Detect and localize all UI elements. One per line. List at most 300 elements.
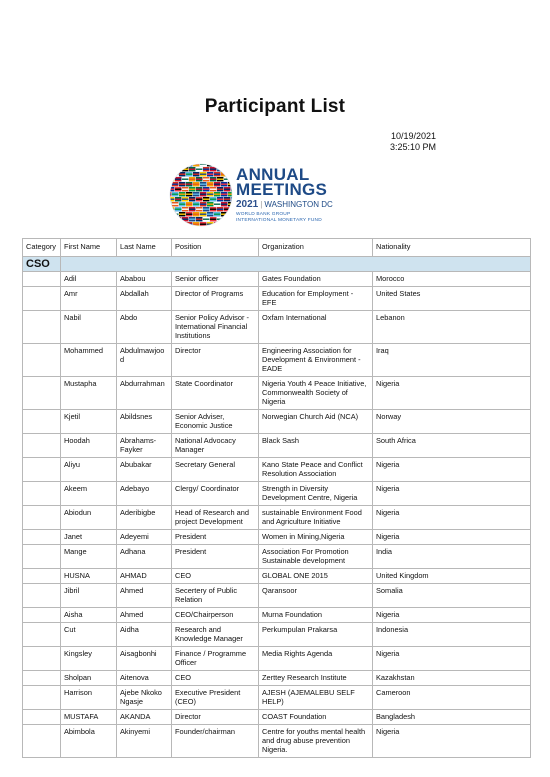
flag-stripe	[210, 189, 216, 190]
flag-stripe	[179, 194, 185, 195]
table-row	[23, 671, 531, 686]
flag-stripe	[189, 179, 195, 180]
flag-stripe	[175, 179, 181, 180]
flag-stripe	[224, 199, 230, 200]
last-name-cell: AKANDA	[117, 710, 172, 725]
nationality-cell: Iraq	[373, 344, 531, 377]
flag-stripe	[228, 194, 234, 195]
flag-stripe	[210, 209, 216, 210]
flag-tile	[228, 222, 234, 226]
flag-stripe	[214, 194, 220, 195]
nationality-cell: Nigeria	[373, 647, 531, 671]
flag-globe-icon	[168, 162, 234, 228]
table-row	[23, 506, 531, 530]
nationality-cell: Indonesia	[373, 623, 531, 647]
position-cell: Executive President (CEO)	[172, 686, 259, 710]
organization-cell: Engineering Association for Development & Environment - EADE	[259, 344, 373, 377]
flag-stripe	[210, 199, 216, 200]
last-name-cell: Abildsnes	[117, 410, 172, 434]
organization-cell: Oxfam International	[259, 311, 373, 344]
category-cell	[23, 311, 61, 344]
first-name-cell: Mohammed	[61, 344, 117, 377]
flag-stripe	[221, 164, 227, 165]
flag-stripe	[200, 184, 206, 185]
flag-stripe	[210, 179, 216, 180]
organization-cell: Norwegian Church Aid (NCA)	[259, 410, 373, 434]
category-cell	[23, 569, 61, 584]
flag-stripe	[214, 164, 220, 165]
flag-stripe	[172, 224, 178, 225]
flag-stripe	[210, 219, 216, 220]
flag-stripe	[207, 184, 213, 185]
flag-stripe	[168, 214, 171, 215]
last-name-cell: Akinyemi	[117, 725, 172, 758]
flag-tile	[221, 222, 227, 226]
flag-stripe	[168, 204, 171, 205]
organization-cell: Kano State Peace and Conflict Resolution Association	[259, 458, 373, 482]
table-row	[23, 584, 531, 608]
category-cell	[23, 344, 61, 377]
flag-stripe	[193, 174, 199, 175]
logo-location: WASHINGTON DC	[264, 200, 333, 209]
flag-tile	[231, 217, 234, 221]
organization-cell: Media Rights Agenda	[259, 647, 373, 671]
position-cell: CEO	[172, 569, 259, 584]
flag-tile	[228, 162, 234, 166]
table-row	[23, 710, 531, 725]
first-name-cell: Abiodun	[61, 506, 117, 530]
flag-stripe	[182, 189, 188, 190]
flag-tile	[231, 227, 234, 228]
flag-stripe	[186, 184, 192, 185]
header-organization: Organization	[259, 239, 373, 257]
flag-stripe	[221, 224, 227, 225]
nationality-cell: United States	[373, 287, 531, 311]
category-cell	[23, 710, 61, 725]
flag-stripe	[179, 164, 185, 165]
category-cell	[23, 410, 61, 434]
flag-stripe	[196, 219, 202, 220]
flag-stripe	[182, 179, 188, 180]
flag-tile	[168, 212, 171, 216]
position-cell: Senior Adviser, Economic Justice	[172, 410, 259, 434]
flag-stripe	[207, 194, 213, 195]
flag-stripe	[175, 189, 181, 190]
group-row	[23, 257, 531, 272]
flag-stripe	[186, 194, 192, 195]
last-name-cell: AHMAD	[117, 569, 172, 584]
flag-tile	[214, 162, 220, 166]
flag-tile	[224, 217, 230, 221]
first-name-cell: Adil	[61, 272, 117, 287]
last-name-cell: Abdurrahman	[117, 377, 172, 410]
flag-stripe	[175, 169, 181, 170]
position-cell: President	[172, 530, 259, 545]
last-name-cell: Aitenova	[117, 671, 172, 686]
first-name-cell: Mange	[61, 545, 117, 569]
flag-stripe	[186, 174, 192, 175]
flag-stripe	[228, 164, 234, 165]
flag-stripe	[221, 184, 227, 185]
first-name-cell: MUSTAFA	[61, 710, 117, 725]
flag-tile	[196, 227, 202, 228]
last-name-cell: Adeyemi	[117, 530, 172, 545]
flag-stripe	[179, 184, 185, 185]
first-name-cell: Jibril	[61, 584, 117, 608]
logo-year: 2021	[236, 199, 259, 210]
first-name-cell: Akeem	[61, 482, 117, 506]
flag-stripe	[168, 219, 174, 220]
flag-tile	[168, 167, 174, 171]
logo-line-meetings: MEETINGS	[236, 180, 328, 199]
header-category: Category	[23, 239, 61, 257]
first-name-cell: HUSNA	[61, 569, 117, 584]
flag-stripe	[224, 189, 230, 190]
flag-tile	[231, 177, 234, 181]
flag-tile	[217, 227, 223, 228]
flag-stripe	[182, 219, 188, 220]
flag-stripe	[189, 169, 195, 170]
organization-cell: AJESH (AJEMALEBU SELF HELP)	[259, 686, 373, 710]
flag-stripe	[193, 194, 199, 195]
category-cell	[23, 545, 61, 569]
first-name-cell: Aliyu	[61, 458, 117, 482]
position-cell: Director of Programs	[172, 287, 259, 311]
table-row	[23, 545, 531, 569]
flag-stripe	[224, 219, 230, 220]
category-cell	[23, 623, 61, 647]
table-row	[23, 377, 531, 410]
first-name-cell: Janet	[61, 530, 117, 545]
flag-stripe	[168, 174, 171, 175]
category-cell	[23, 434, 61, 458]
flag-stripe	[193, 224, 199, 225]
flag-stripe	[221, 194, 227, 195]
flag-stripe	[231, 179, 234, 180]
nationality-cell: Nigeria	[373, 608, 531, 623]
participant-table	[22, 238, 531, 758]
flag-stripe	[228, 174, 234, 175]
flag-stripe	[172, 204, 178, 205]
logo-line-annual: ANNUAL	[236, 165, 310, 184]
last-name-cell: Abdo	[117, 311, 172, 344]
category-cell	[23, 272, 61, 287]
position-cell: State Coordinator	[172, 377, 259, 410]
nationality-cell: United Kingdom	[373, 569, 531, 584]
flag-tile	[175, 217, 181, 221]
flag-tile	[221, 162, 227, 166]
organization-cell: Perkumpulan Prakarsa	[259, 623, 373, 647]
table-row	[23, 686, 531, 710]
header-first-name: First Name	[61, 239, 117, 257]
flag-stripe	[189, 189, 195, 190]
category-cell	[23, 530, 61, 545]
category-cell	[23, 686, 61, 710]
table-row	[23, 608, 531, 623]
logo-org-world-bank: WORLD BANK GROUP	[236, 212, 291, 217]
category-cell	[23, 482, 61, 506]
flag-stripe	[214, 184, 220, 185]
last-name-cell: Aisagbonhi	[117, 647, 172, 671]
category-cell	[23, 671, 61, 686]
first-name-cell: Hoodah	[61, 434, 117, 458]
flag-stripe	[193, 184, 199, 185]
last-name-cell: Ahmed	[117, 584, 172, 608]
table-row	[23, 272, 531, 287]
flag-stripe	[179, 204, 185, 205]
header-position: Position	[172, 239, 259, 257]
table-row	[23, 482, 531, 506]
flag-stripe	[189, 219, 195, 220]
flag-stripe	[217, 209, 223, 210]
organization-cell: Black Sash	[259, 434, 373, 458]
flag-stripe	[224, 209, 230, 210]
timestamp	[390, 131, 436, 153]
flag-tile	[210, 227, 216, 228]
table-row	[23, 530, 531, 545]
position-cell: Founder/chairman	[172, 725, 259, 758]
flag-tile	[168, 217, 174, 221]
last-name-cell: Abrahams-Fayker	[117, 434, 172, 458]
flag-stripe	[200, 204, 206, 205]
position-cell: National Advocacy Manager	[172, 434, 259, 458]
flag-tile	[168, 222, 171, 226]
flag-stripe	[196, 199, 202, 200]
position-cell: Senior officer	[172, 272, 259, 287]
flag-stripe	[221, 204, 227, 205]
flag-tile	[224, 167, 230, 171]
last-name-cell: Ababou	[117, 272, 172, 287]
flag-stripe	[168, 179, 174, 180]
logo-org-imf: INTERNATIONAL MONETARY FUND	[236, 218, 322, 223]
nationality-cell: Somalia	[373, 584, 531, 608]
nationality-cell: South Africa	[373, 434, 531, 458]
flag-stripe	[203, 219, 209, 220]
flag-stripe	[231, 169, 234, 170]
flag-stripe	[207, 174, 213, 175]
category-cell	[23, 725, 61, 758]
flag-stripe	[228, 214, 234, 215]
flag-stripe	[228, 224, 234, 225]
table-row	[23, 311, 531, 344]
flag-stripe	[189, 199, 195, 200]
flag-stripe	[200, 174, 206, 175]
organization-cell: Strength in Diversity Development Centre, Nigeria	[259, 482, 373, 506]
header-last-name: Last Name	[117, 239, 172, 257]
flag-stripe	[179, 174, 185, 175]
flag-stripe	[168, 194, 171, 195]
last-name-cell: Abubakar	[117, 458, 172, 482]
flag-stripe	[217, 199, 223, 200]
flag-stripe	[168, 224, 171, 225]
flag-stripe	[182, 209, 188, 210]
position-cell: CEO	[172, 671, 259, 686]
first-name-cell: Mustapha	[61, 377, 117, 410]
nationality-cell: Nigeria	[373, 725, 531, 758]
organization-cell: Association For Promotion Sustainable development	[259, 545, 373, 569]
flag-stripe	[168, 189, 174, 190]
flag-tile	[172, 172, 178, 176]
flag-stripe	[217, 179, 223, 180]
first-name-cell: Nabil	[61, 311, 117, 344]
flag-stripe	[186, 204, 192, 205]
document-title: Participant List	[204, 96, 346, 117]
position-cell: Secertery of Public Relation	[172, 584, 259, 608]
logo-separator: |	[260, 200, 263, 209]
organization-cell: GLOBAL ONE 2015	[259, 569, 373, 584]
organization-cell: Zerttey Research Institute	[259, 671, 373, 686]
first-name-cell: Aisha	[61, 608, 117, 623]
flag-stripe	[193, 204, 199, 205]
organization-cell: Murna Foundation	[259, 608, 373, 623]
table-row	[23, 458, 531, 482]
flag-stripe	[217, 189, 223, 190]
flag-stripe	[175, 209, 181, 210]
nationality-cell: Norway	[373, 410, 531, 434]
nationality-cell: Nigeria	[373, 482, 531, 506]
organization-cell: Centre for youths mental health and drug abuse prevention Nigeria.	[259, 725, 373, 758]
flag-stripe	[168, 169, 174, 170]
first-name-cell: Harrison	[61, 686, 117, 710]
flag-tile	[182, 227, 188, 228]
nationality-cell: Nigeria	[373, 377, 531, 410]
organization-cell: Nigeria Youth 4 Peace Initiative, Commonwealth Society of Nigeria	[259, 377, 373, 410]
flag-stripe	[200, 214, 206, 215]
flag-tile	[168, 182, 171, 186]
flag-tile	[231, 207, 234, 211]
flag-stripe	[196, 189, 202, 190]
flag-stripe	[186, 164, 192, 165]
organization-cell: Qaransoor	[259, 584, 373, 608]
flag-tile	[228, 212, 234, 216]
flag-stripe	[203, 209, 209, 210]
time-text: 3:25:10 PM	[389, 142, 436, 152]
first-name-cell: Amr	[61, 287, 117, 311]
position-cell: Head of Research and project Development	[172, 506, 259, 530]
nationality-cell: Morocco	[373, 272, 531, 287]
flag-stripe	[200, 224, 206, 225]
flag-stripe	[172, 194, 178, 195]
flag-stripe	[196, 169, 202, 170]
nationality-cell: Nigeria	[373, 458, 531, 482]
flag-stripe	[207, 204, 213, 205]
position-cell: Director	[172, 344, 259, 377]
flag-tile	[179, 222, 185, 226]
flag-tile	[168, 227, 174, 228]
flag-stripe	[207, 214, 213, 215]
first-name-cell: Kjetil	[61, 410, 117, 434]
category-cell	[23, 458, 61, 482]
flag-stripe	[196, 179, 202, 180]
table-row	[23, 434, 531, 458]
flag-stripe	[210, 169, 216, 170]
table-row	[23, 569, 531, 584]
nationality-cell: India	[373, 545, 531, 569]
position-cell: President	[172, 545, 259, 569]
flag-tile	[175, 227, 181, 228]
nationality-cell: Lebanon	[373, 311, 531, 344]
flag-stripe	[203, 189, 209, 190]
flag-tile	[175, 167, 181, 171]
last-name-cell: Aderibigbe	[117, 506, 172, 530]
flag-tile	[231, 167, 234, 171]
flag-stripe	[200, 194, 206, 195]
flag-stripe	[189, 209, 195, 210]
flag-tile	[168, 172, 171, 176]
table-row	[23, 287, 531, 311]
organization-cell: Education for Employment - EFE	[259, 287, 373, 311]
position-cell: Director	[172, 710, 259, 725]
flag-stripe	[214, 204, 220, 205]
flag-stripe	[179, 224, 185, 225]
flag-tile	[207, 162, 213, 166]
position-cell: Clergy/ Coordinator	[172, 482, 259, 506]
nationality-cell: Cameroon	[373, 686, 531, 710]
group-band	[61, 257, 531, 272]
flag-stripe	[203, 179, 209, 180]
flag-stripe	[168, 164, 171, 165]
table-row	[23, 647, 531, 671]
position-cell: CEO/Chairperson	[172, 608, 259, 623]
last-name-cell: Adhana	[117, 545, 172, 569]
flag-stripe	[221, 214, 227, 215]
flag-stripe	[224, 169, 230, 170]
table-header-row	[23, 239, 531, 257]
group-label: CSO	[23, 257, 61, 272]
flag-tile	[203, 227, 209, 228]
flag-stripe	[168, 199, 174, 200]
table-row	[23, 623, 531, 647]
nationality-cell: Nigeria	[373, 530, 531, 545]
organization-cell: COAST Foundation	[259, 710, 373, 725]
flag-stripe	[172, 164, 178, 165]
annual-meetings-logo	[168, 162, 388, 232]
category-cell	[23, 506, 61, 530]
category-cell	[23, 287, 61, 311]
flag-stripe	[214, 224, 220, 225]
position-cell: Finance / Programme Officer	[172, 647, 259, 671]
flag-stripe	[175, 199, 181, 200]
flag-tile	[168, 162, 171, 166]
flag-stripe	[168, 184, 171, 185]
last-name-cell: Ahmed	[117, 608, 172, 623]
organization-cell: sustainable Environment Food and Agriculture Initiative	[259, 506, 373, 530]
nationality-cell: Kazakhstan	[373, 671, 531, 686]
position-cell: Senior Policy Advisor - International Financial Institutions	[172, 311, 259, 344]
flag-tile	[172, 222, 178, 226]
flag-tile	[224, 227, 230, 228]
flag-stripe	[172, 184, 178, 185]
flag-stripe	[186, 214, 192, 215]
nationality-cell: Bangladesh	[373, 710, 531, 725]
flag-stripe	[228, 184, 234, 185]
flag-tile	[179, 162, 185, 166]
header-nationality: Nationality	[373, 239, 531, 257]
position-cell: Research and Knowledge Manager	[172, 623, 259, 647]
flag-stripe	[214, 214, 220, 215]
flag-tile	[228, 172, 234, 176]
nationality-cell: Nigeria	[373, 506, 531, 530]
flag-stripe	[203, 169, 209, 170]
category-cell	[23, 647, 61, 671]
last-name-cell: Aidha	[117, 623, 172, 647]
flag-tile	[172, 162, 178, 166]
organization-cell: Gates Foundation	[259, 272, 373, 287]
flag-stripe	[196, 209, 202, 210]
category-cell	[23, 584, 61, 608]
organization-cell: Women in Mining,Nigeria	[259, 530, 373, 545]
category-cell	[23, 608, 61, 623]
